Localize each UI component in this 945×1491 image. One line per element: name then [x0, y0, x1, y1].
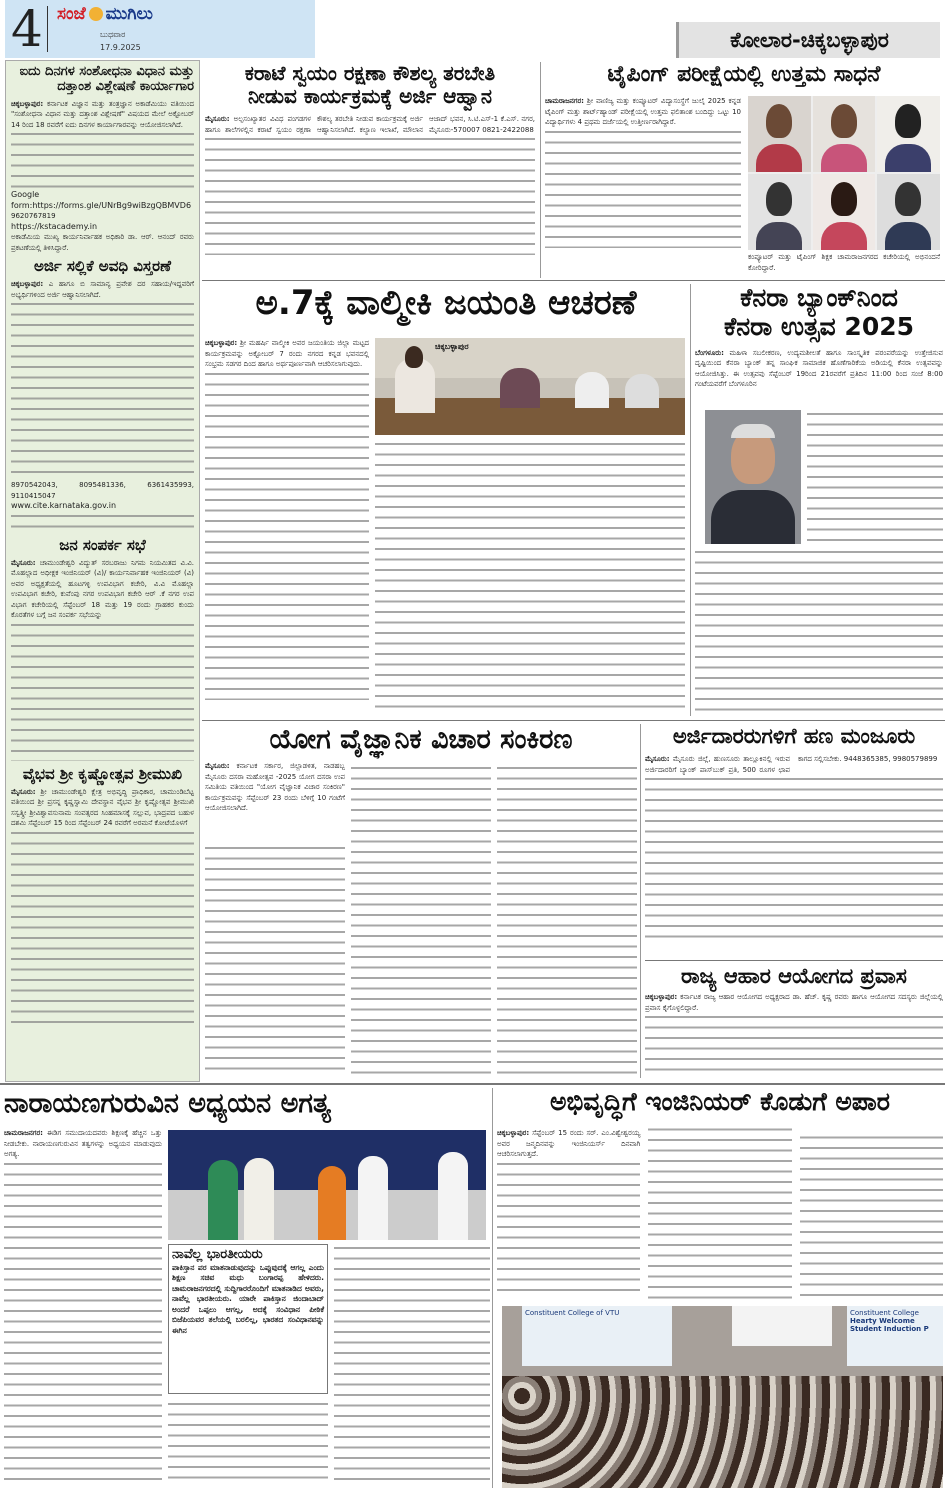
- website-link[interactable]: www.cite.karnataka.gov.in: [11, 501, 117, 511]
- box-body: ಪಾಕಿಸ್ತಾನ ಪರ ಮಾತನಾಡುವುದನ್ನು ಒಪ್ಪುವುದಕ್ಕೆ ಆಗಲ್ಲ ಎಂದು ಶಿಕ್ಷಣ ಸಚಿವ ಮಧು ಬಂಗಾರಪ್ಪ ಹೇಳಿದರು. ಚಾಮರಾಜನಗರದಲ್ಲಿ ಸುದ್ದಿಗಾರರೊಂದಿಗೆ ಮಾತನಾಡಿದ ಅವರು, ನಾವೆಲ್ಲ ಭಾರತೀಯರು. ಯಾರೇ ಪಾಕಿಸ್ತಾನ ಜಿಂದಾಬಾದ್ ಅಂದರೆ ಒಪ್ಪಲು ಆಗಲ್ಲ, ಅದಕ್ಕೆ ಸಂವಿಧಾನ ಪೀಠಿಕೆ ಬಿಜೆಪಿಯವರ ತಲೆಯಲ್ಲಿ ಬರಲಿಲ್ಲ, ಭಾರತದ ಸಂವಿಧಾನವನ್ನು ಈಗಿನ: [172, 1262, 324, 1335]
- banner: Hearty Welcome: [850, 1317, 915, 1325]
- website-link[interactable]: https://kstacademy.in: [11, 221, 98, 231]
- headline: ಅರ್ಜಿ ಸಲ್ಲಿಕೆ ಅವಧಿ ವಿಸ್ತರಣೆ: [33, 257, 172, 276]
- body-text: ಸೆಪ್ಟೆಂಬರ್ 15 ರಂದು ಸರ್. ಎಂ.ವಿಶ್ವೇಶ್ವರಯ್ಯ ಅವರ ಜನ್ಮದಿನವನ್ನು ಇಂಜಿನಿಯರ್ಸ್ ದಿನವಾಗಿ ಆಚರಿಸಲಾಗುತ್ತದೆ.: [497, 1129, 641, 1158]
- sun-icon: [89, 7, 103, 21]
- headline: ಅ.7ಕ್ಕೆ ವಾಲ್ಮೀಕಿ ಜಯಂತಿ ಆಚರಣೆ: [255, 284, 637, 323]
- body-text: ಅಲ್ಪಸಂಖ್ಯಾತರ ವಿವಿಧ ಪಂಗಡಗಳ ಹಾಗೂ ಶಾಲೆಗಳಲ್ಲಿನ ಕರಾಟೆ ಸ್ವಯಂ ರಕ್ಷಣಾ ಕೌಶಲ್ಯ ತರಬೇತಿ ನೀಡುವ ಕಾರ್ಯಕ್ರಮಕ್ಕೆ ಅರ್ಜಿ ಆಹ್ವಾನಿಸಲಾಗಿದೆ. ಕಲ್ಯಾಣ ಇಲಾಖೆ, ಮೌಲಾನ ಆಜಾದ್ ಭವನ, ಸಿ.ಟಿ.ಎಸ್-1 ಕೆ.ಎಸ್. ನಗರ, ಮೈಸೂರು-570007: [205, 115, 535, 134]
- body-text: ಶ್ರೀ ವಾಣಿಜ್ಯ ಮತ್ತು ಕಂಪ್ಯೂಟರ್ ವಿದ್ಯಾಸಂಸ್ಥೆಗೆ ಜುಲೈ 2025 ಕನ್ನಡ ಟೈಪಿಂಗ್ ಮತ್ತು ಶಾರ್ಟ್‌ಹ್ಯಾಂಡ್ ಪರೀಕ್ಷೆಯಲ್ಲಿ ಉತ್ತಮ ಫಲಿತಾಂಶ ಬಂದಿದ್ದು ಒಟ್ಟು 10 ವಿದ್ಯಾರ್ಥಿಗಳು 4 ಪ್ರಥಮ ದರ್ಜೆಯಲ್ಲಿ ಉತ್ತೀರ್ಣರಾಗಿದ್ದಾರೆ.: [545, 97, 741, 126]
- phone-number: 9620767819: [11, 212, 56, 221]
- article-body: [695, 348, 943, 410]
- masthead: [5, 0, 315, 58]
- page-number: 4: [11, 0, 43, 58]
- headline: ಜನ ಸಂಪರ್ಕ ಸಭೆ: [59, 535, 146, 554]
- headline-line-2: ಕೆನರಾ ಉತ್ಸವ 2025: [723, 311, 915, 341]
- meeting-photo: [375, 338, 685, 435]
- body-text: ಕರ್ನಾಟಕ ಸರ್ಕಾರ, ಜಿಲ್ಲಾಡಳಿತ, ನಾಡಹಬ್ಬ ಮೈಸೂರು ದಸರಾ ಮಹೋತ್ಸವ -2025 ಯೋಗ ದಸರಾ ಉಪ ಸಮಿತಿಯ ವತಿಯಿಂದ "ಯೋಗ ವೈಜ್ಞಾನಿಕ ವಿಚಾರ ಸಂಕಿರಣ" ಕಾರ್ಯಕ್ರಮವನ್ನು ಸೆಪ್ಟೆಂಬರ್ 23 ರಂದು ಬೆಳಿಗ್ಗೆ 10 ಗಂಟೆಗೆ ಆಯೋಜಿಸಲಾಗಿದೆ.: [205, 762, 346, 813]
- left-column: [5, 60, 200, 1082]
- article-body: [497, 1128, 640, 1160]
- photo-caption: ಕಂಪ್ಯೂಟರ್ ಮತ್ತು ಟೈಪಿಂಗ್ ಶಿಕ್ಷಕ ಚಾಮರಾಜನಗರದ ಕಚೇರಿಯಲ್ಲಿ ಅಭಿನಂದನೆ ಕೋರಿದ್ದಾರೆ.: [748, 253, 940, 272]
- dateline: ಮೈಸೂರು:: [205, 762, 230, 771]
- headline-line-1: ಕೆನರಾ ಬ್ಯಾಂಕ್‌ನಿಂದ: [740, 284, 898, 312]
- weekday: ಬುಧವಾರ: [100, 30, 126, 39]
- dateline: ಚಾಮರಾಜನಗರ:: [4, 1129, 43, 1137]
- divider: [47, 6, 48, 52]
- dateline: ಚಿಕ್ಕಬಳ್ಳಾಪುರ:: [205, 339, 238, 347]
- banner: Constituent College of VTU: [522, 1306, 672, 1366]
- section-title: ಕೋಲಾರ-ಚಿಕ್ಕಬಳ್ಳಾಪುರ: [676, 22, 940, 58]
- headline: ಅರ್ಜಿದಾರರುಗಳಿಗೆ ಹಣ ಮಂಜೂರು: [672, 724, 916, 748]
- headline-line-1: ಕರಾಟೆ ಸ್ವಯಂ ರಕ್ಷಣಾ ಕೌಶಲ್ಯ ತರಬೇತಿ: [244, 62, 496, 85]
- phone-numbers: 8970542043, 8095481336, 6361435993, 9110415047: [11, 481, 194, 500]
- article-body: [4, 1128, 162, 1160]
- article-typing: [545, 62, 943, 278]
- dateline: ಚಿಕ್ಕಬಳ್ಳಾಪುರ:: [11, 280, 44, 289]
- article-yoga: [205, 724, 637, 1078]
- dateline: ಚಿಕ್ಕಬಳ್ಳಾಪುರ:: [497, 1129, 530, 1137]
- event-photo: [168, 1130, 486, 1240]
- banner: Constituent College: [850, 1309, 919, 1317]
- dateline: ಬೆಂಗಳೂರು:: [695, 348, 724, 357]
- speaker-photo: [705, 410, 801, 544]
- article-karate: [205, 62, 535, 278]
- article-body: [11, 279, 194, 300]
- article-body: [11, 99, 194, 131]
- article-body: [545, 96, 741, 128]
- article-ahara: [645, 964, 943, 1078]
- article-body: [205, 761, 345, 814]
- article-valmiki: [205, 284, 687, 716]
- photo-wall-sign: ಚಿಕ್ಕಬಳ್ಳಾಪುರ: [435, 342, 469, 351]
- article-body: [205, 114, 535, 135]
- form-link[interactable]: Google form:https://forms.gle/UNrBg9wiBzgQBMVD6: [11, 190, 192, 210]
- headline: ರಾಜ್ಯ ಆಹಾರ ಆಯೋಗದ ಪ್ರವಾಸ: [681, 964, 907, 988]
- dateline: ಚಿಕ್ಕಬಳ್ಳಾಪುರ:: [645, 993, 678, 1002]
- issue-date: 17.9.2025: [100, 43, 141, 52]
- dateline: ಮೈಸೂರು:: [645, 755, 670, 764]
- induction-photo: [502, 1306, 943, 1488]
- headline: ವೈಭವ ಶ್ರೀ ಕೃಷ್ಣೋತ್ಸವ ಶ್ರೀಮುಖಿ: [22, 764, 183, 783]
- headline: ನಾರಾಯಣಗುರುವಿನ ಅಧ್ಯಯನ ಅಗತ್ಯ: [4, 1088, 332, 1119]
- sidebar-box: [168, 1244, 328, 1394]
- body-text: ಮೈಸೂರು ಜಿಲ್ಲೆ, ಹುಣಸೂರು ತಾಲ್ಲೂಕಿನಲ್ಲಿ ಇರುವ ಅರ್ಜಿದಾರರಿಗೆ ಬ್ಯಾಂಕ್ ಪಾಸ್‌ಬುಕ್ ಪ್ರತಿ, 500 ರೂಗಳ ಛಾಪ ಕಾಗದ ಸಲ್ಲಿಸಬೇಕು.: [645, 755, 842, 774]
- phone-number: 0821-2422088: [482, 125, 534, 134]
- box-headline: ನಾವೆಲ್ಲ ಭಾರತೀಯರು: [172, 1247, 263, 1262]
- logo-text-1: ಸಂಜೆ: [57, 4, 86, 24]
- dateline: ಮೈಸೂರು:: [11, 787, 36, 796]
- newspaper-logo: [57, 4, 153, 24]
- dateline: ಮೈಸೂರು:: [205, 115, 230, 123]
- dateline: ಮೈಸೂರು:: [11, 558, 36, 567]
- body-text: ಶ್ರೀ ಚಾಮುಂಡೇಶ್ವರಿ ಕ್ಷೇತ್ರ ಅಭಿವೃದ್ಧಿ ಪ್ರಾಧಿಕಾರ, ಚಾಮುಂಡಿಬೆಟ್ಟ ವತಿಯಿಂದ ಶ್ರೀ ಪ್ರಸನ್ನ ಕೃಷ್ಣಸ್ವಾಮಿ ದೇವಸ್ಥಾನ ವೈಭವ ಶ್ರೀ ಕೃಷ್ಣೋತ್ಸವ ಶ್ರೀಮುಖಿ ಸಸ್ವತ್ಶ್ರೀ ಶ್ರೀವಿಶ್ವಾವಸುನಾಮ ಸಂವತ್ಸರದ ಸಿಂಹಮಾಸಕ್ಕೆ ಸಲ್ಲುವ, ಭಾದ್ರಪದ ಬಹುಳ ದಶಮಿ ಸೆಪ್ಟೆಂಬರ್ 15 ರಿಂದ ಸೆಪ್ಟೆಂಬರ್ 24 ರವರೆಗೆ ಅರಮನೆ ಕೋಟೆಯೊಳಗೆ: [11, 787, 194, 828]
- logo-text-2: ಮುಗಿಲು: [105, 4, 153, 24]
- article-narayana-guru: [4, 1088, 490, 1488]
- article-body: [645, 992, 943, 1013]
- article-body: [11, 787, 194, 829]
- body-text: ಎ ಹಾಗೂ ಬಿ ಸಾಮಾನ್ಯ ಪ್ರವೇಶ ದರ ಸಹಾಯ/ಇದ್ದವರಿಗೆ ಅಭ್ಯರ್ಥಿಗಳಿಂದ ಅರ್ಜಿ ಆಹ್ವಾನಿಸಲಾಗಿದೆ.: [11, 280, 194, 299]
- body-text: ಅಕಾಡೆಮಿಯ ಮುಖ್ಯ ಕಾರ್ಯನಿರ್ವಾಹಕ ಅಧಿಕಾರಿ ಡಾ. ಆರ್. ಆನಂದ್ ರವರು ಪ್ರಕಟಣೆಯಲ್ಲಿ ತಿಳಿಸಿದ್ದಾರೆ.: [11, 233, 194, 252]
- phone-numbers: 9448365385, 9980579899: [843, 755, 938, 764]
- headline: ಐದು ದಿನಗಳ ಸಂಶೋಧನಾ ವಿಧಾನ ಮತ್ತು ದತ್ತಾಂಶ ವಿಶ್ಲೇಷಣೆ ಕಾರ್ಯಾಗಾರ: [19, 64, 194, 94]
- body-text: ಚಾಮುಂಡೇಶ್ವರಿ ವಿದ್ಯುತ್ ಸರಬರಾಜು ನಿಗಮ ನಿಯಮಿತದ ವಿ.ವಿ. ಮೊಹಲ್ಲಾದ ಅಧೀಕ್ಷಕ ಇಂಜಿನಿಯರ್ (ವಿ)/ ಕಾರ್ಯನಿರ್ವಾಹಕ ಇಂಜಿನಿಯರ್ (ವಿ) ಅವರ ಅಧ್ಯಕ್ಷತೆಯಲ್ಲಿ ಹೂಟಗಳ್ಳಿ ಉಪವಿಭಾಗ ಕಚೇರಿ, ವಿ.ವಿ ಮೊಹಲ್ಲಾ ಉಪವಿಭಾಗ ಕಚೇರಿ, ಕುವೆಂಪು ನಗರ ಉಪವಿಭಾಗ ಕಚೇರಿ ಆರ್ .ಕೆ ನಗರ ಉಪ ವಿಭಾಗ ಕಚೇರಿಯಲ್ಲಿ ಸೆಪ್ಟೆಂಬರ್ 18 ಮತ್ತು 19 ರಂದು ಗ್ರಾಹಕರ ಕುಂದು ಕೊರತೆಗಳ ಬಗ್ಗೆ ಜನ ಸಂಪರ್ಕ ಸಭೆಯನ್ನು: [11, 558, 194, 620]
- headline: ಅಭಿವೃದ್ಧಿಗೆ ಇಂಜಿನಿಯರ್ ಕೊಡುಗೆ ಅಪಾರ: [550, 1088, 890, 1116]
- article-body: [11, 558, 194, 621]
- headline-line-2: ನೀಡುವ ಕಾರ್ಯಕ್ರಮಕ್ಕೆ ಅರ್ಜಿ ಆಹ್ವಾನ: [248, 84, 492, 108]
- headline: ಯೋಗ ವೈಜ್ಞಾನಿಕ ವಿಚಾರ ಸಂಕಿರಣ: [269, 724, 573, 755]
- dateline: ಚಾಮರಾಜನಗರ:: [545, 97, 584, 105]
- body-text: ಮಹಿಳಾ ಸಬಲೀಕರಣ, ಉದ್ಯಮಶೀಲತೆ ಹಾಗೂ ಸಾಂಸ್ಕೃತಿಕ ಪರಂಪರೆಯನ್ನು ಉತ್ತೇಜಿಸುವ ದೃಷ್ಟಿಯಿಂದ ಕೆನರಾ ಬ್ಯಾಂಕ್ ತನ್ನ ಸಾಂಘಿಕ ಸಾಮಾಜಿಕ ಹೊಣೆಗಾರಿಕೆಯ ಅಡಿಯಲ್ಲಿ ಕೆನರಾ ಉತ್ಸವವನ್ನು ಆಯೋಜಿಸಿತ್ತು. ಈ ಉತ್ಸವವು ಸೆಪ್ಟೆಂಬರ್ 19ರಿಂದ 21ರವರೆಗೆ ಪ್ರತಿದಿನ 11:00 ರಿಂದ ಸಂಜೆ 8:00 ಗಂಟೆಯವರೆಗೆ ಬೆಂಗಳೂರಿನ: [695, 348, 943, 388]
- body-text: ಕರ್ನಾಟಕ ವಿಜ್ಞಾನ ಮತ್ತು ತಂತ್ರಜ್ಞಾನ ಅಕಾಡೆಮಿಯು ವತಿಯಿಂದ "ಸಂಶೋಧನಾ ವಿಧಾನ ಮತ್ತು ದತ್ತಾಂಶ ವಿಶ್ಲೇಷಣೆ" ವಿಷಯದ ಮೇಲೆ ಅಕ್ಟೋಬರ್ 14 ರಿಂದ 18 ರವರೆಗೆ ಐದು ದಿನಗಳ ಕಾರ್ಯಾಗಾರವನ್ನು ಆಯೋಜಿಸಲಾಗಿದೆ.: [11, 99, 194, 129]
- article-body: [645, 754, 943, 775]
- article-canara: [695, 284, 943, 716]
- dateline: ಚಿಕ್ಕಬಳ್ಳಾಪುರ:: [11, 99, 44, 108]
- banner: Student Induction P: [850, 1325, 929, 1333]
- article-body: [205, 338, 369, 370]
- headline: ಟೈಪಿಂಗ್ ಪರೀಕ್ಷೆಯಲ್ಲಿ ಉತ್ತಮ ಸಾಧನೆ: [607, 62, 881, 87]
- article-engineer: [497, 1088, 943, 1488]
- article-arji: [645, 724, 943, 958]
- student-photos: [748, 96, 940, 250]
- body-text: ಶ್ರೀ ಮಹರ್ಷಿ ವಾಲ್ಮೀಕಿ ಅವರ ಜಯಂತಿಯ ಜಿಲ್ಲಾ ಮಟ್ಟದ ಕಾರ್ಯಕ್ರಮವನ್ನು ಅಕ್ಟೋಬರ್ 7 ರಂದು ನಗರದ ಕನ್ನಡ ಭವನದಲ್ಲಿ ಸಂಭ್ರಮ ಸಡಗರ ದಿಂದ ಹಾಗೂ ಅರ್ಥಪೂರ್ಣವಾಗಿ ಆಚರಿಸಲಾಗುವುದು.: [205, 339, 369, 368]
- body-text: ಈಡಿಗ ಸಮುದಾಯದವರು ಶಿಕ್ಷಣಕ್ಕೆ ಹೆಚ್ಚಿನ ಒತ್ತು ನೀಡಬೇಕು. ನಾರಾಯಣಗುರುವಿನ ತತ್ವಗಳನ್ನು ಅಧ್ಯಯನ ಮಾಡುವುದು ಅಗತ್ಯ.: [4, 1129, 162, 1158]
- body-text: ಕರ್ನಾಟಕ ರಾಜ್ಯ ಆಹಾರ ಆಯೋಗದ ಅಧ್ಯಕ್ಷರಾದ ಡಾ. ಹೆಚ್. ಕೃಷ್ಣ ರವರು ಹಾಗೂ ಆಯೋಗದ ಸದಸ್ಯರು ಜಿಲ್ಲೆಯಲ್ಲಿ ಪ್ರವಾಸ ಕೈಗೊಳ್ಳಲಿದ್ದಾರೆ.: [645, 993, 943, 1012]
